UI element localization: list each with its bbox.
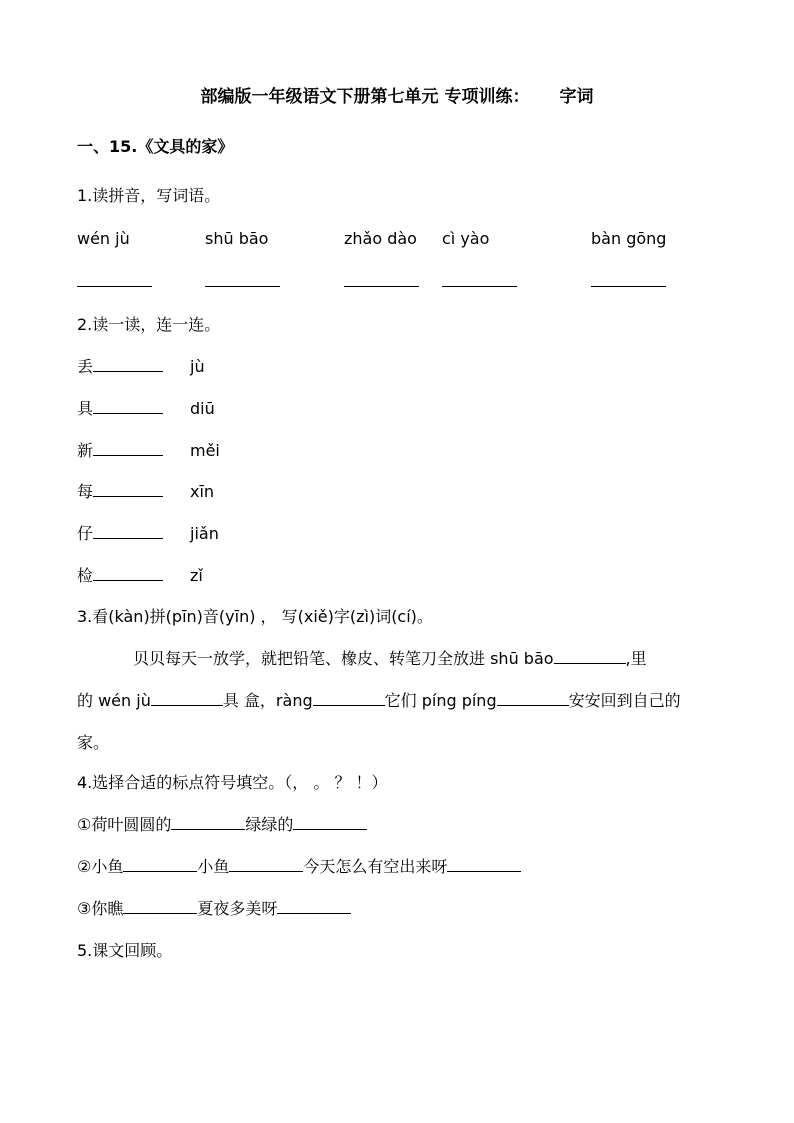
match-blank[interactable]: [93, 482, 163, 497]
item-number: ③: [77, 899, 92, 918]
question-2-label: 2.读一读，连一连。: [77, 315, 221, 334]
section-heading: 一、15.《文具的家》: [77, 137, 234, 156]
punct-item: [77, 898, 351, 920]
pinyin-item: cì yào: [442, 229, 490, 248]
item-text: 荷叶圆圆的: [91, 815, 172, 834]
punct-item: [77, 856, 521, 878]
match-char: 丢: [77, 357, 94, 376]
answer-blank[interactable]: [229, 857, 303, 872]
question-3-paragraph-line: 家。: [77, 733, 110, 752]
match-row: [77, 481, 215, 503]
item-number: ②: [77, 857, 92, 876]
answer-blank[interactable]: [344, 276, 419, 287]
item-text: 夏夜多美呀: [197, 899, 278, 918]
match-row: [77, 565, 203, 587]
match-blank[interactable]: [93, 524, 163, 539]
question-1-label: 1.读拼音，写词语。: [77, 186, 221, 205]
question-3-paragraph-line: [77, 680, 722, 722]
match-char: 每: [77, 482, 94, 501]
match-char: 仔: [77, 524, 94, 543]
answer-blank[interactable]: [77, 276, 152, 287]
pinyin-item: zhǎo dào: [344, 229, 417, 248]
match-row: [77, 440, 220, 462]
pinyin-item: bàn gōng: [591, 229, 667, 248]
answer-blank[interactable]: [277, 899, 351, 914]
title-main: 部编版一年级语文下册第七单元 专项训练：: [200, 87, 530, 107]
answer-blank[interactable]: [442, 276, 517, 287]
para-text: 安安回到自己的: [568, 691, 681, 710]
match-row: [77, 523, 219, 545]
answer-blank[interactable]: [554, 649, 626, 664]
match-char: 新: [77, 441, 94, 460]
item-text: 小鱼: [197, 857, 230, 876]
match-blank[interactable]: [93, 399, 163, 414]
match-row: [77, 356, 205, 378]
answer-blank[interactable]: [293, 815, 367, 830]
para-text: 它们 píng píng: [384, 691, 497, 710]
question-3-paragraph: [77, 638, 722, 680]
match-pinyin: xīn: [190, 482, 215, 501]
answer-blank[interactable]: [205, 276, 280, 287]
answer-blank[interactable]: [123, 899, 197, 914]
answer-blank[interactable]: [591, 276, 666, 287]
match-pinyin: měi: [190, 441, 220, 460]
pinyin-item: shū bāo: [205, 229, 269, 248]
match-blank[interactable]: [93, 566, 163, 581]
answer-blank[interactable]: [171, 815, 245, 830]
match-pinyin: jiǎn: [190, 524, 219, 543]
para-text: ,里: [625, 649, 647, 668]
punct-item: [77, 814, 367, 836]
item-text: 小鱼: [91, 857, 124, 876]
answer-blank[interactable]: [123, 857, 197, 872]
match-char: 具: [77, 399, 94, 418]
match-pinyin: diū: [190, 399, 215, 418]
match-pinyin: jù: [190, 357, 205, 376]
pinyin-item: wén jù: [77, 229, 130, 248]
item-number: ①: [77, 815, 92, 834]
item-text: 今天怎么有空出来呀: [303, 857, 448, 876]
question-5-label: 5.课文回顾。: [77, 941, 173, 960]
question-3-label: 3.看(kàn)拼(pīn)音(yīn) ， 写(xiě)字(zì)词(cí)。: [77, 607, 433, 626]
para-text: 的 wén jù: [77, 691, 151, 710]
title-tail: 字词: [559, 87, 594, 107]
para-text: 贝贝每天一放学，就把铅笔、橡皮、转笔刀全放进 shū bāo: [133, 649, 554, 668]
match-char: 检: [77, 566, 94, 585]
match-blank[interactable]: [93, 357, 163, 372]
match-row: [77, 398, 215, 420]
match-blank[interactable]: [93, 441, 163, 456]
answer-blank[interactable]: [151, 691, 223, 706]
match-pinyin: zǐ: [190, 566, 203, 585]
question-4-label: 4.选择合适的标点符号填空。（， 。 ？ ！）: [77, 773, 388, 792]
page-title: [0, 86, 794, 108]
item-text: 你瞧: [91, 899, 124, 918]
answer-blank[interactable]: [313, 691, 385, 706]
para-text: 具 盒，ràng: [222, 691, 313, 710]
answer-blank[interactable]: [447, 857, 521, 872]
item-text: 绿绿的: [245, 815, 294, 834]
answer-blank[interactable]: [497, 691, 569, 706]
